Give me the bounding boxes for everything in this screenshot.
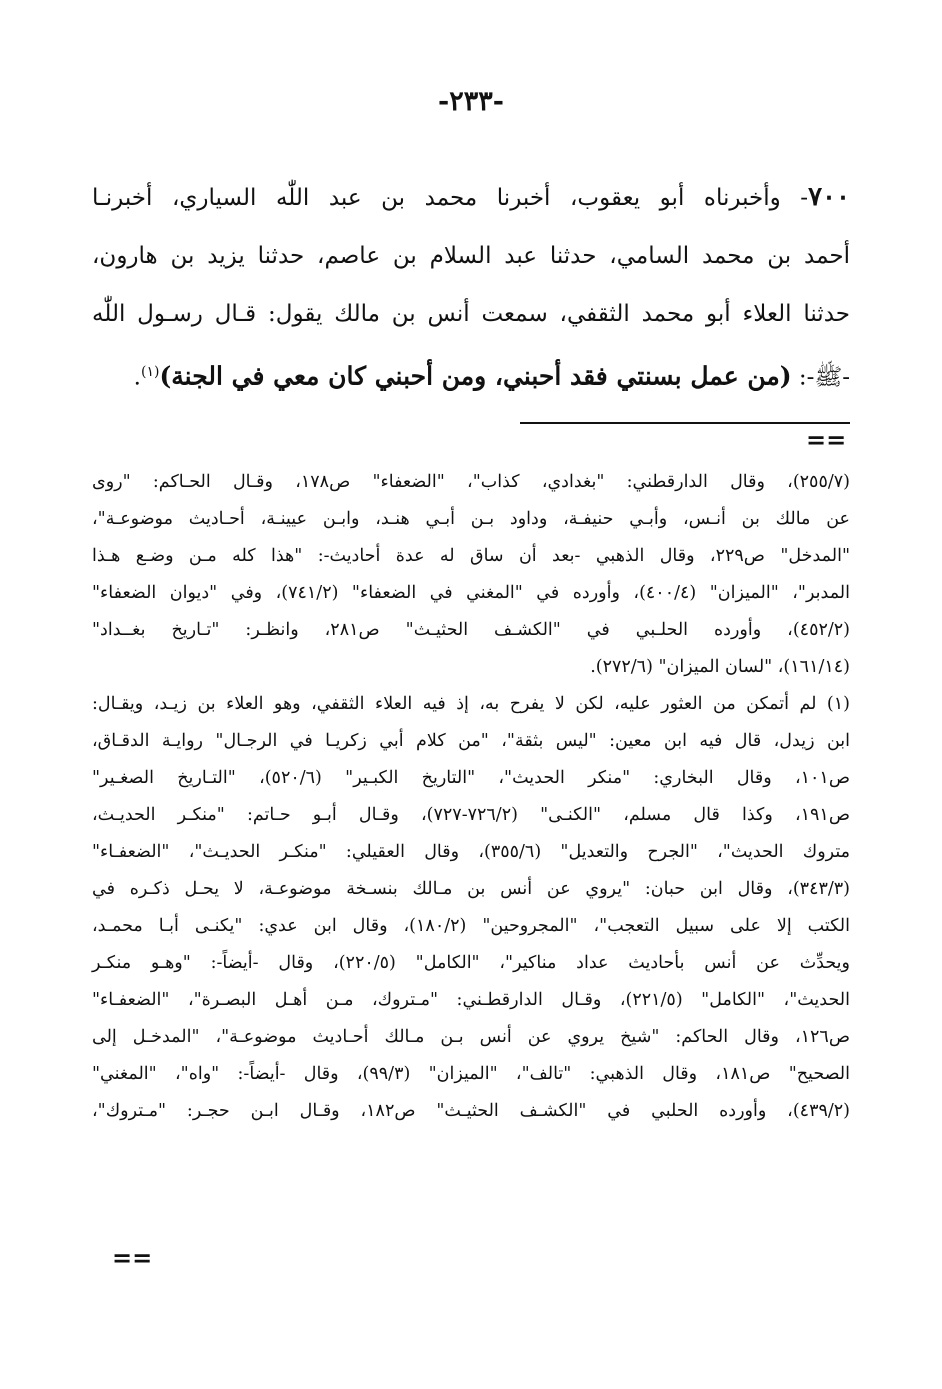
- footnote-line: ص١٩١، وكذا قال مسلم، "الكنـى" (٧٢٦/٢-٧٢٧)، وقـال أبـو حـاتم: "منكـر الحديـث،: [92, 805, 850, 825]
- hadith-line-1: [92, 168, 850, 227]
- hadith-text: [92, 168, 850, 407]
- footnote-continued: [92, 464, 850, 686]
- footnote-line: ويحدِّث عن أنس بأحاديث عداد مناكير"، "الكامل" (٢٢٠/٥)، وقال -أيضاً-: "وهـو منكـر: [92, 953, 850, 973]
- continuation-mark-bottom: ==: [112, 1244, 153, 1272]
- footnotes: [92, 464, 850, 1130]
- footnote-line: المدبر"، "الميزان" (٤٠٠/٤)، وأورده في "المغني في الضعفاء" (٧٤١/٢)، وفي "ديوان الضعفاء": [92, 583, 851, 603]
- hadith-line-3: حدثنا العلاء أبو محمد الثقفي، سمعت أنس بن مالك يقول: قـال رسـول اللّٰه: [92, 301, 850, 327]
- footnote-line: (٤٥٢/٢)، وأورده الحلـبي في "الكشـف الحثيـث" ص٢٨١، وانظـر: "تـاريخ بغــداد": [92, 620, 850, 640]
- hadith-line-2: أحمد بن محمد السامي، حدثنا عبد السلام بن عاصم، حدثنا يزيد بن هارون،: [92, 243, 850, 269]
- hadith-matn: (من عمل بسنتي فقد أحبني، ومن أحبني كان معي في الجنة): [159, 361, 792, 391]
- hadith-line-4-suffix: .: [133, 364, 141, 391]
- footnote-line: (١) لم أتمكن من العثور عليه، لكن لا يفرح به، إذ فيه العلاء الثقفي، وهو العلاء بن زيـد، ويقـال:: [92, 694, 850, 714]
- footnote-1: [92, 686, 850, 1130]
- footnote-line: "المدخل" ص٢٢٩، وقال الذهبي -بعد أن ساق له عدة أحاديث-: "هذا كله مـن وضـع هـذا: [92, 546, 850, 566]
- hadith-line-4-prefix: -ﷺ-:: [791, 364, 850, 391]
- footnote-line: (١٦١/١٤)، "لسان الميزان" (٢٧٢/٦).: [590, 657, 850, 677]
- hadith-line-4: [92, 343, 850, 407]
- footnote-line: ص١٠١، وقال البخاري: "منكر الحديث"، "التاريخ الكبـير" (٥٢٠/٦)، "التـاريخ الصغـير": [92, 768, 850, 788]
- hadith-number: ٧٠٠: [808, 182, 850, 212]
- footnote-line: عن مالك بن أنـس، وأبـي حنيفـة، وداود بـن أبـي هنـد، وابـن عيينـة، أحـاديث موضوعـة"،: [92, 509, 850, 529]
- footnote-line: متروك الحديث"، "الجرح والتعديل" (٣٥٥/٦)، وقال العقيلي: "منكـر الحديـث"، "الضعفـاء": [92, 842, 850, 862]
- footnote-line: الكتب إلا على سبيل التعجب"، "المجروحين" (١٨٠/٢)، وقال ابن عدي: "يكنـى أبـا محمـد،: [92, 916, 851, 936]
- footnote-line: الحديث"، "الكامل" (٢٢١/٥)، وقـال الدارقطـني: "مـتروك، مـن أهـل البصـرة"، "الضعفـاء": [92, 990, 850, 1010]
- footnote-line: الصحيح" ص١٨١، وقال الذهبي: "تالف"، "الميزان" (٩٩/٣)، وقال -أيضاً-: "واه"، "المغني": [92, 1064, 850, 1084]
- footnote-line: ابن زيدل، قال فيه ابن معين: "ليس بثقة"، "من كلام أبي زكريـا في الرجـال" روايـة الدقـاق،: [92, 731, 850, 751]
- footnote-reference: (١): [140, 364, 160, 380]
- continuation-mark-top: ==: [806, 426, 847, 454]
- footnote-line: (٢٥٥/٧)، وقال الدارقطني: "بغدادي، كذاب"، "الضعفاء" ص١٧٨، وقـال الحـاكم: "روى: [92, 472, 850, 492]
- footnote-line: (٤٣٩/٢)، وأورده الحلبي في "الكشـف الحثيـث" ص١٨٢، وقـال ابـن حجـر: "مـتروك"،: [92, 1101, 850, 1121]
- footnote-separator-rule: [520, 422, 850, 424]
- page-number: -٢٣٣-: [438, 86, 504, 117]
- hadith-line-1-text: - وأخبرناه أبو يعقوب، أخبرنا محمد بن عبد اللّٰه السياري، أخبرنـا: [92, 185, 809, 211]
- footnote-line: ص١٢٦، وقال الحاكم: "شيخ يروي عن أنس بـن مـالك أحـاديث موضوعـة"، "المدخـل إلى: [92, 1027, 850, 1047]
- footnote-line: (٣٤٣/٣)، وقال ابن حبان: "يروي عن أنس بن مـالك بنسـخة موضوعـة، لا يحـل ذكـره في: [92, 879, 850, 899]
